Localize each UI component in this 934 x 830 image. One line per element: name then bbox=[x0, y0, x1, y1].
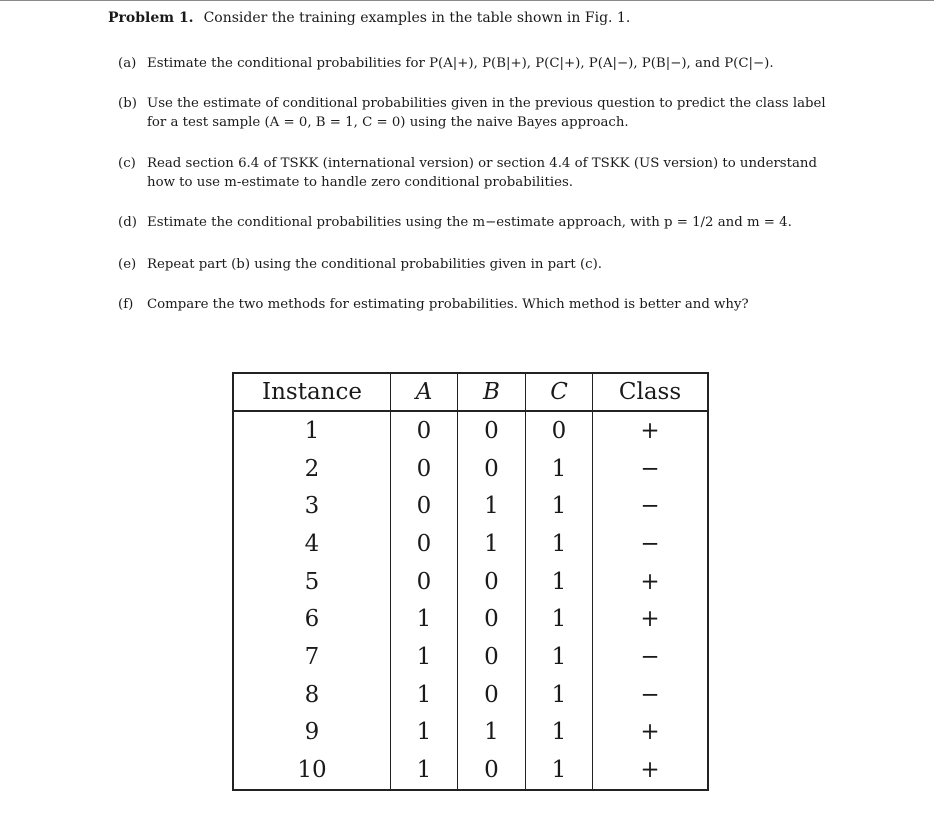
cell-c: 1 bbox=[526, 751, 593, 790]
cell-b: 0 bbox=[458, 563, 526, 601]
cell-class: − bbox=[593, 525, 709, 563]
table-row bbox=[233, 411, 708, 450]
cell-a: 0 bbox=[391, 411, 458, 450]
table-row bbox=[233, 450, 708, 488]
part-f bbox=[118, 295, 838, 314]
cell-b: 1 bbox=[458, 487, 526, 525]
part-b-text: Use the estimate of conditional probabilities given in the previous question to predict the class label for a test sample (A = 0, B = 1, C = 0) using the naive Bayes approach. bbox=[147, 96, 826, 130]
table-row bbox=[233, 714, 708, 752]
cell-class: − bbox=[593, 487, 709, 525]
header-a: A bbox=[391, 373, 458, 411]
cell-instance: 1 bbox=[304, 417, 320, 444]
part-e-text: Repeat part (b) using the conditional probabilities given in part (c). bbox=[147, 257, 603, 272]
cell-class: + bbox=[593, 411, 709, 450]
cell-instance: 2 bbox=[304, 455, 320, 482]
cell-a: 1 bbox=[391, 638, 458, 676]
part-c-letter: (c) bbox=[118, 156, 136, 171]
cell-a: 1 bbox=[391, 600, 458, 638]
cell-b: 1 bbox=[458, 525, 526, 563]
problem-heading bbox=[108, 10, 630, 26]
problem-intro: Consider the training examples in the table shown in Fig. 1. bbox=[203, 10, 631, 26]
problem-label: Problem 1. bbox=[108, 10, 194, 26]
cell-c: 1 bbox=[526, 714, 593, 752]
header-c: C bbox=[526, 373, 593, 411]
cell-instance: 7 bbox=[304, 643, 320, 670]
part-d bbox=[118, 213, 838, 232]
cell-class: − bbox=[593, 450, 709, 488]
table-row bbox=[233, 525, 708, 563]
cell-instance: 9 bbox=[304, 719, 320, 746]
cell-instance: 3 bbox=[304, 493, 320, 520]
cell-b: 0 bbox=[458, 411, 526, 450]
part-b-letter: (b) bbox=[118, 96, 137, 111]
cell-class: + bbox=[593, 751, 709, 790]
table-row bbox=[233, 751, 708, 790]
cell-c: 1 bbox=[526, 563, 593, 601]
cell-a: 1 bbox=[391, 676, 458, 714]
table-header-row bbox=[233, 373, 708, 411]
cell-c: 1 bbox=[526, 487, 593, 525]
cell-a: 0 bbox=[391, 450, 458, 488]
cell-instance: 6 bbox=[304, 606, 320, 633]
cell-class: + bbox=[593, 563, 709, 601]
cell-instance: 4 bbox=[304, 530, 320, 557]
cell-class: − bbox=[593, 676, 709, 714]
cell-a: 0 bbox=[391, 563, 458, 601]
table-row bbox=[233, 676, 708, 714]
cell-c: 1 bbox=[526, 450, 593, 488]
table-row bbox=[233, 563, 708, 601]
part-b bbox=[118, 94, 838, 132]
cell-c: 1 bbox=[526, 676, 593, 714]
table-row bbox=[233, 600, 708, 638]
cell-b: 1 bbox=[458, 714, 526, 752]
table-row bbox=[233, 638, 708, 676]
cell-a: 0 bbox=[391, 487, 458, 525]
cell-instance: 10 bbox=[297, 757, 327, 784]
cell-class: + bbox=[593, 714, 709, 752]
training-examples-table bbox=[232, 372, 709, 791]
cell-c: 1 bbox=[526, 638, 593, 676]
part-a-text: Estimate the conditional probabilities for P(A|+), P(B|+), P(C|+), P(A|−), P(B|−), and P(C|−). bbox=[147, 56, 774, 71]
cell-instance: 8 bbox=[304, 681, 320, 708]
header-class: Class bbox=[593, 373, 709, 411]
cell-c: 0 bbox=[526, 411, 593, 450]
cell-b: 0 bbox=[458, 450, 526, 488]
part-c-text: Read section 6.4 of TSKK (international version) or section 4.4 of TSKK (US version) to understand how to use m-estimate to handle zero conditional probabilities. bbox=[147, 156, 817, 190]
part-a bbox=[118, 54, 838, 73]
header-b: B bbox=[458, 373, 526, 411]
part-d-letter: (d) bbox=[118, 215, 137, 230]
part-c bbox=[118, 154, 838, 192]
part-f-letter: (f) bbox=[118, 297, 134, 312]
part-e bbox=[118, 255, 838, 274]
cell-c: 1 bbox=[526, 600, 593, 638]
part-f-text: Compare the two methods for estimating probabilities. Which method is better and why? bbox=[147, 297, 749, 312]
part-e-letter: (e) bbox=[118, 257, 137, 272]
cell-class: + bbox=[593, 600, 709, 638]
part-a-letter: (a) bbox=[118, 56, 137, 71]
part-d-text: Estimate the conditional probabilities using the m−estimate approach, with p = 1/2 and m = 4. bbox=[147, 215, 792, 230]
cell-b: 0 bbox=[458, 676, 526, 714]
cell-a: 0 bbox=[391, 525, 458, 563]
top-rule bbox=[0, 0, 934, 1]
table-row bbox=[233, 487, 708, 525]
header-instance: Instance bbox=[233, 373, 391, 411]
cell-b: 0 bbox=[458, 638, 526, 676]
cell-a: 1 bbox=[391, 751, 458, 790]
cell-b: 0 bbox=[458, 600, 526, 638]
cell-instance: 5 bbox=[304, 568, 320, 595]
cell-c: 1 bbox=[526, 525, 593, 563]
cell-b: 0 bbox=[458, 751, 526, 790]
cell-class: − bbox=[593, 638, 709, 676]
cell-a: 1 bbox=[391, 714, 458, 752]
